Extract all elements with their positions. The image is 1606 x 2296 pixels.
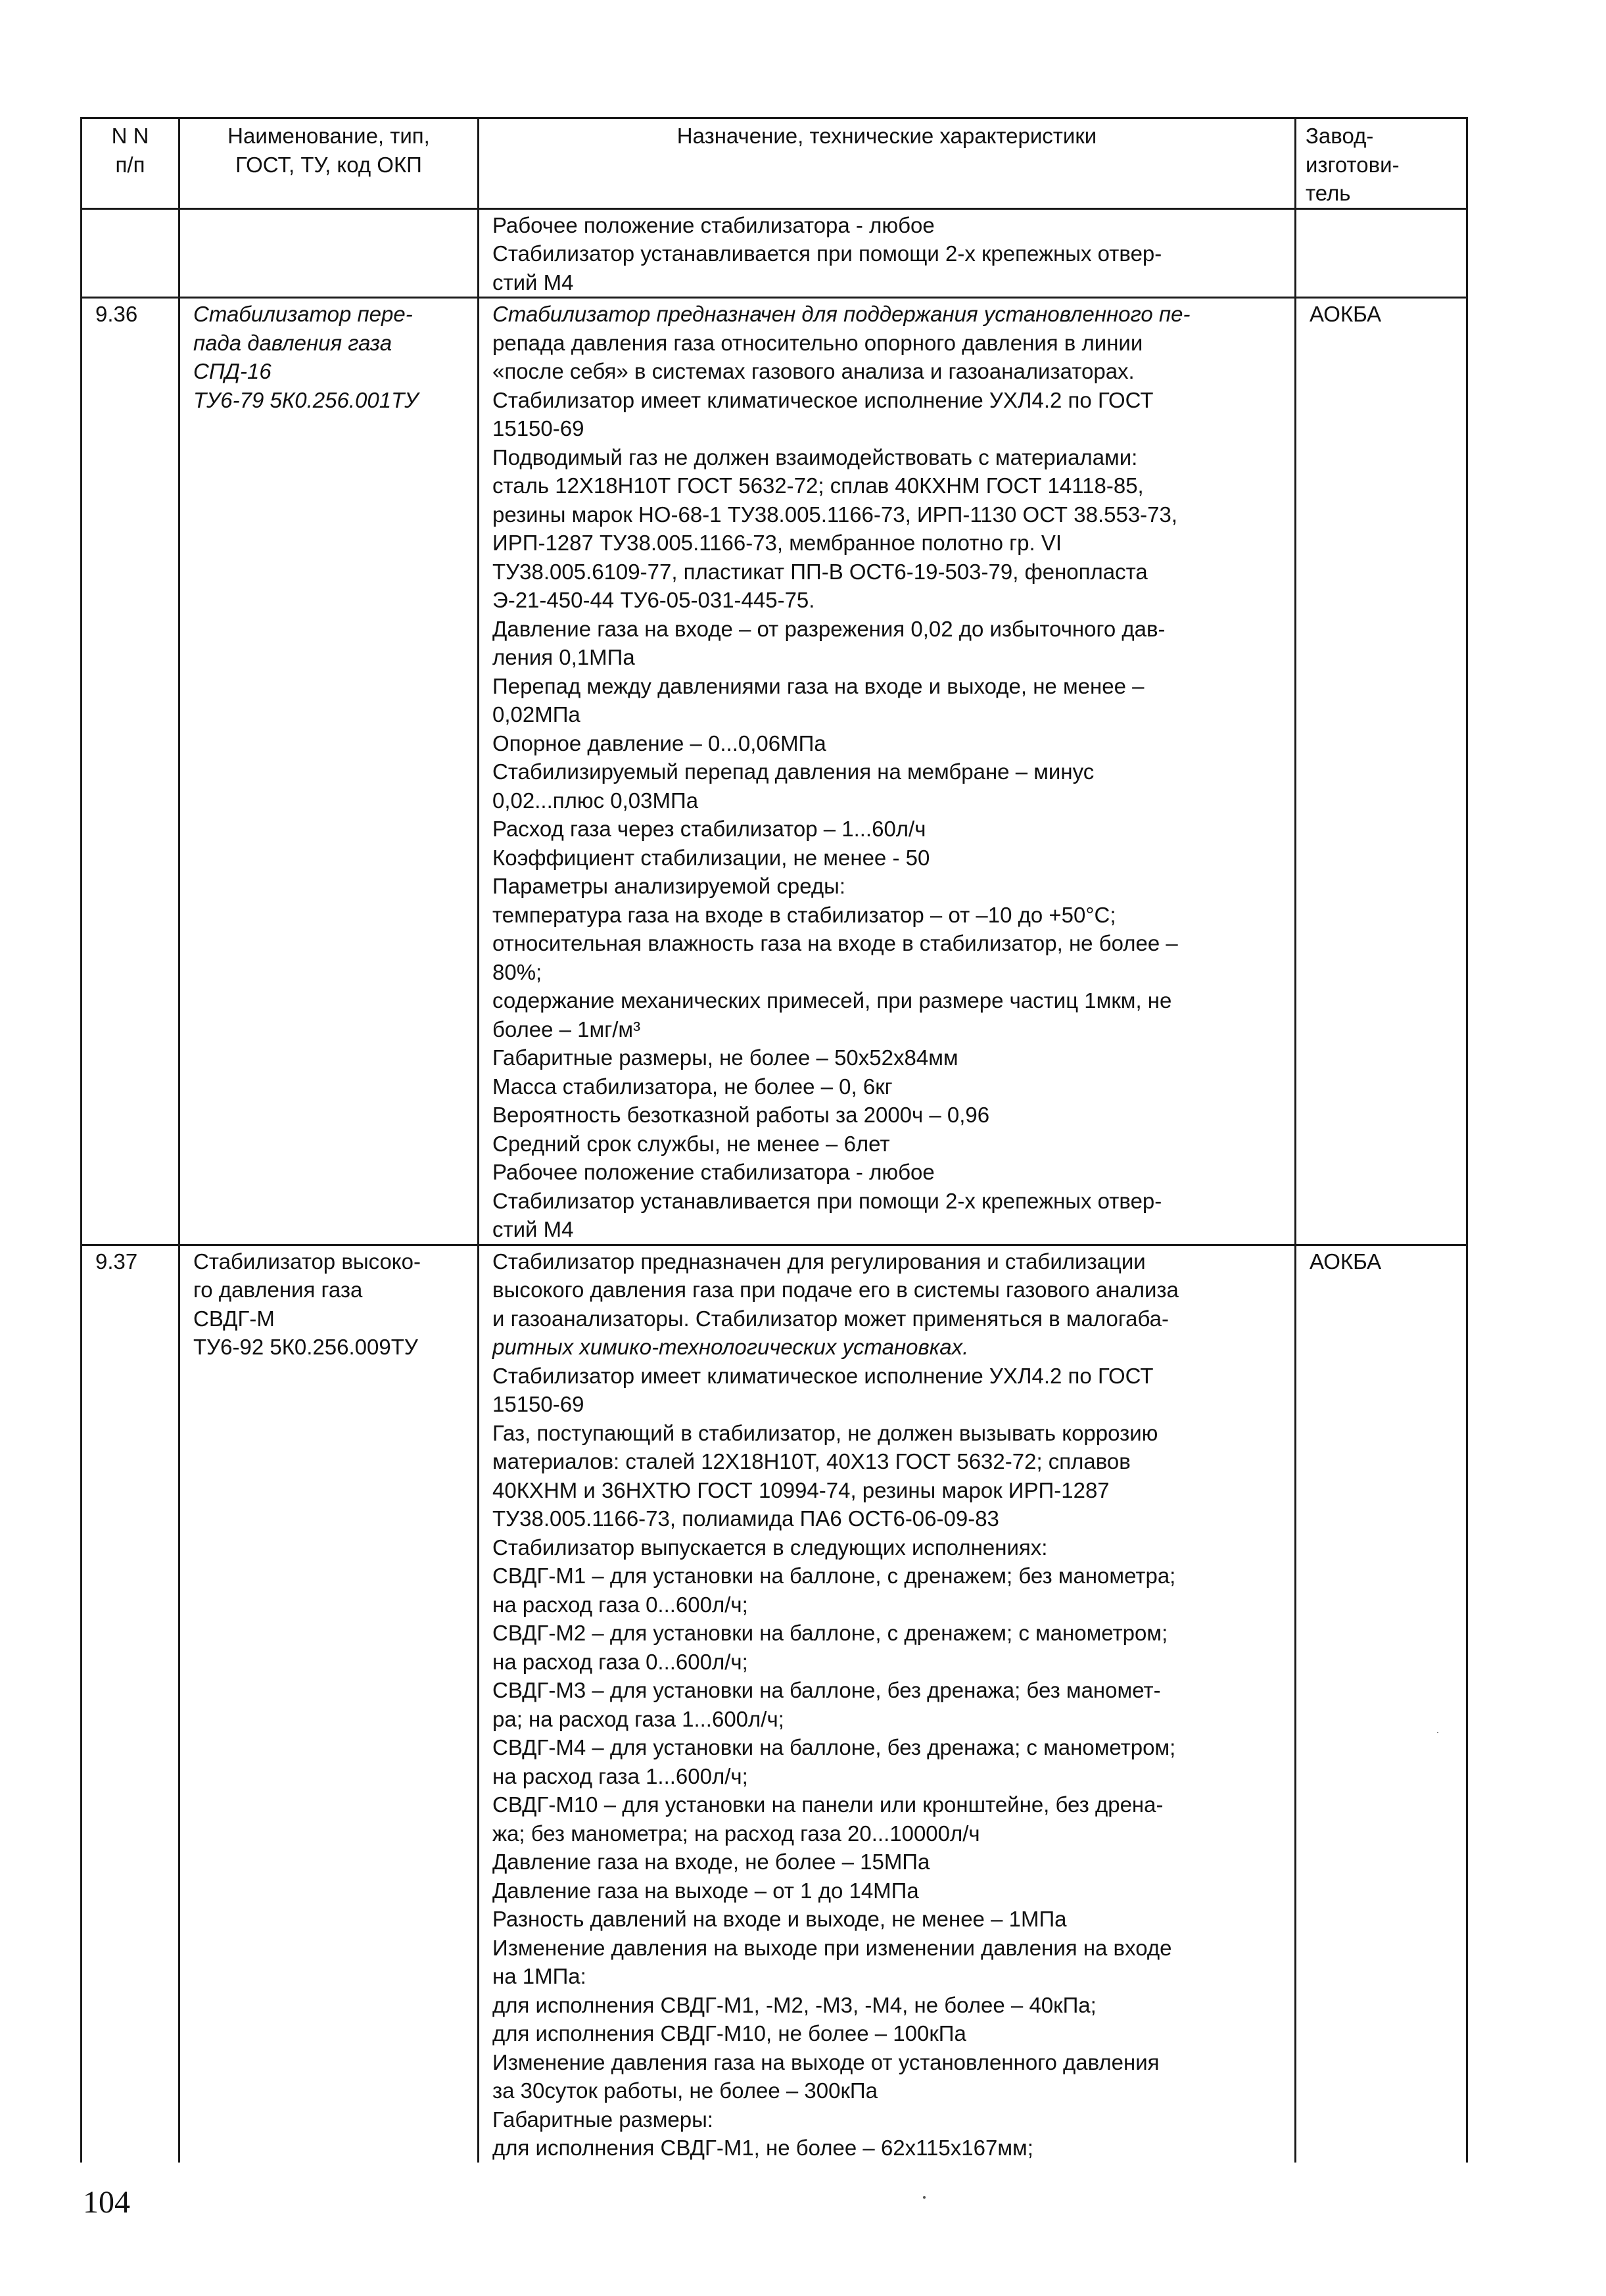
description-line: Газ, поступающий в стабилизатор, не должен вызывать коррозию [492, 1420, 1158, 1445]
row-name [179, 208, 479, 298]
specification-table [80, 117, 1468, 2163]
description-line: Габаритные размеры, не более – 50х52х84мм [492, 1045, 958, 1070]
description-line: 40КХНМ и 36НХТЮ ГОСТ 10994-74, резины марок ИРП-1287 [492, 1477, 1110, 1502]
cell-line: изготови- [1306, 152, 1400, 177]
description-line: сталь 12Х18Н10Т ГОСТ 5632-72; сплав 40КХНМ ГОСТ 14118-85, [492, 473, 1144, 498]
row-manufacturer: АОКБА [1296, 298, 1467, 1245]
description-line: на 1МПа: [492, 1964, 586, 1988]
description-line: для исполнения СВДГ-М10, не более – 100кПа [492, 2021, 966, 2045]
description-line: Стабилизатор имеет климатическое исполнение УХЛ4.2 по ГОСТ [492, 387, 1154, 412]
cell-line: ТУ6-92 5К0.256.009ТУ [193, 1335, 418, 1359]
cell-line: СВДГ-М [193, 1306, 275, 1331]
description-line: Габаритные размеры: [492, 2107, 713, 2132]
description-line: ра; на расход газа 1...600л/ч; [492, 1706, 784, 1731]
cell-line: N N [111, 124, 149, 148]
description-line: СВДГ-М1 – для установки на баллоне, с дренажем; без манометра; [492, 1564, 1176, 1588]
cell-line: го давления газа [193, 1278, 363, 1302]
cell-line: Завод- [1306, 124, 1374, 148]
page-number: 104 [83, 2185, 130, 2220]
description-line: более – 1мг/м³ [492, 1016, 641, 1041]
cell-line: ТУ6-79 5К0.256.001ТУ [193, 387, 419, 412]
row-name [179, 298, 479, 1245]
description-line: Рабочее положение стабилизатора - любое [492, 212, 935, 237]
cell-line: СПД-16 [193, 359, 272, 383]
description-line: Подводимый газ не должен взаимодействовать с материалами: [492, 444, 1138, 469]
description-line: высокого давления газа при подаче его в системы газового анализа [492, 1278, 1179, 1302]
description-line: Давление газа на выходе – от 1 до 14МПа [492, 1878, 919, 1903]
description-line: Давление газа на входе, не более – 15МПа [492, 1850, 930, 1874]
header-name [179, 118, 479, 209]
description-line: Вероятность безотказной работы за 2000ч – 0,96 [492, 1103, 990, 1127]
description-line: стий М4 [492, 1217, 574, 1241]
description-line: Стабилизатор предназначен для поддержания установленного пе- [492, 302, 1191, 326]
description-line: для исполнения СВДГ-М1, не более – 62х115х167мм; [492, 2136, 1033, 2160]
table-row-9-36 [82, 298, 1467, 1245]
description-line: Стабилизатор устанавливается при помощи 2-х крепежных отвер- [492, 241, 1162, 266]
description-line: СВДГ-М10 – для установки на панели или кронштейне, без дрена- [492, 1792, 1164, 1817]
row-description [479, 1245, 1296, 2163]
cell-line: пада давления газа [193, 330, 392, 355]
table-row-continuation [82, 208, 1467, 298]
cell-line: п/п [115, 152, 145, 177]
description-line: Опорное давление – 0...0,06МПа [492, 730, 826, 755]
cell-line: тель [1306, 181, 1351, 205]
description-line: стий М4 [492, 270, 574, 295]
description-line: 15150-69 [492, 1392, 584, 1416]
description-line: относительная влажность газа на входе в стабилизатор, не более – [492, 931, 1178, 955]
scan-speck [923, 2196, 926, 2199]
cell-line: Стабилизатор высоко- [193, 1249, 421, 1274]
description-line: Стабилизируемый перепад давления на мембране – минус [492, 759, 1095, 784]
description-line: на расход газа 0...600л/ч; [492, 1649, 748, 1674]
description-line: Рабочее положение стабилизатора - любое [492, 1160, 935, 1184]
description-line: 80%; [492, 959, 542, 984]
description-line: ТУ38.005.1166-73, полиамида ПА6 ОСТ6-06-09-83 [492, 1506, 999, 1531]
description-line: 15150-69 [492, 416, 584, 441]
header-manufacturer [1296, 118, 1467, 209]
row-number [82, 208, 179, 298]
description-line: Изменение давления на выходе при изменении давления на входе [492, 1935, 1172, 1960]
description-line: Коэффициент стабилизации, не менее - 50 [492, 845, 930, 870]
description-line: жа; без манометра; на расход газа 20...10000л/ч [492, 1821, 980, 1846]
header-number [82, 118, 179, 209]
description-line: СВДГ-М3 – для установки на баллоне, без дренажа; без маномет- [492, 1678, 1161, 1702]
row-description [479, 298, 1296, 1245]
description-line: 0,02...плюс 0,03МПа [492, 788, 699, 813]
description-line: Э-21-450-44 ТУ6-05-031-445-75. [492, 588, 815, 612]
description-line: на расход газа 0...600л/ч; [492, 1592, 748, 1617]
description-line: ритных химико-технологических установках. [492, 1335, 969, 1359]
description-line: репада давления газа относительно опорного давления в линии [492, 330, 1143, 355]
table-row-9-37 [82, 1245, 1467, 2163]
cell-line: ГОСТ, ТУ, код ОКП [235, 152, 422, 177]
description-line: Стабилизатор устанавливается при помощи 2-х крепежных отвер- [492, 1188, 1162, 1213]
description-line: температура газа на входе в стабилизатор – от –10 до +50°С; [492, 902, 1116, 927]
scan-speck [1437, 1732, 1438, 1733]
table-header-row [82, 118, 1467, 209]
description-line: ИРП-1287 ТУ38.005.1166-73, мембранное полотно гр. VI [492, 531, 1062, 555]
description-line: Стабилизатор выпускается в следующих исполнениях: [492, 1535, 1048, 1560]
description-line: материалов: сталей 12Х18Н10Т, 40Х13 ГОСТ 5632-72; сплавов [492, 1449, 1131, 1473]
description-line: содержание механических примесей, при размере частиц 1мкм, не [492, 988, 1172, 1013]
description-line: Стабилизатор имеет климатическое исполнение УХЛ4.2 по ГОСТ [492, 1363, 1154, 1388]
description-line: Стабилизатор предназначен для регулирования и стабилизации [492, 1249, 1146, 1274]
row-name [179, 1245, 479, 2163]
description-line: Масса стабилизатора, не более – 0, 6кг [492, 1074, 893, 1099]
description-line: резины марок НО-68-1 ТУ38.005.1166-73, ИРП-1130 ОСТ 38.553-73, [492, 502, 1178, 527]
row-manufacturer: АОКБА [1296, 1245, 1467, 2163]
description-line: и газоанализаторы. Стабилизатор может применяться в малогаба- [492, 1306, 1169, 1331]
description-line: ТУ38.005.6109-77, пластикат ПП-В ОСТ6-19-503-79, фенопласта [492, 559, 1148, 584]
description-line: 0,02МПа [492, 702, 580, 727]
row-description [479, 208, 1296, 298]
description-line: СВДГ-М2 – для установки на баллоне, с дренажем; с манометром; [492, 1621, 1168, 1645]
cell-line: Стабилизатор пере- [193, 302, 413, 326]
description-line: СВДГ-М4 – для установки на баллоне, без дренажа; с манометром; [492, 1735, 1176, 1759]
row-number: 9.37 [82, 1245, 179, 2163]
row-manufacturer [1296, 208, 1467, 298]
description-line: за 30суток работы, не более – 300кПа [492, 2078, 878, 2103]
description-line: Изменение давления газа на выходе от установленного давления [492, 2049, 1160, 2074]
description-line: Разность давлений на входе и выходе, не менее – 1МПа [492, 1907, 1067, 1931]
description-line: Средний срок службы, не менее – 6лет [492, 1131, 890, 1156]
description-line: Перепад между давлениями газа на входе и выходе, не менее – [492, 673, 1145, 698]
description-line: Давление газа на входе – от разрежения 0,02 до избыточного дав- [492, 616, 1166, 641]
row-number: 9.36 [82, 298, 179, 1245]
header-purpose: Назначение, технические характеристики [479, 118, 1296, 209]
description-line: для исполнения СВДГ-М1, -М2, -М3, -М4, не более – 40кПа; [492, 1992, 1097, 2017]
cell-line: Наименование, тип, [227, 124, 430, 148]
description-line: ления 0,1МПа [492, 645, 635, 669]
description-line: Параметры анализируемой среды: [492, 874, 845, 898]
description-line: на расход газа 1...600л/ч; [492, 1763, 748, 1788]
description-line: Расход газа через стабилизатор – 1...60л/ч [492, 817, 926, 841]
description-line: «после себя» в системах газового анализа и газоанализаторах. [492, 359, 1135, 383]
